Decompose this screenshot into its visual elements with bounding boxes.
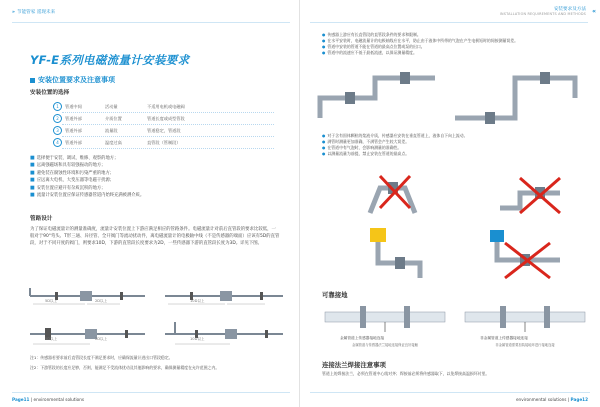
footer-divider: [310, 392, 590, 393]
number-badge: 2: [53, 114, 62, 123]
bullet-icon: ●: [322, 32, 326, 37]
fig-label: 2D以上: [95, 299, 108, 303]
selection-cell: 管道外部: [65, 115, 82, 121]
selection-cell: 直管段（管制段）: [147, 139, 181, 145]
header-title-cn: 安装要求及方法: [553, 7, 586, 12]
right-page: [300, 0, 600, 407]
bullet-item: [30, 170, 280, 177]
footer-page-label: Page: [12, 397, 24, 402]
weld-heading: 连接法兰焊接注意事项: [322, 361, 386, 369]
bullet-item: [30, 185, 280, 192]
section-heading: [30, 75, 115, 85]
right-header: [499, 6, 596, 16]
selection-cell: 管道外部: [65, 127, 82, 133]
selection-row: [56, 101, 274, 113]
pipe-diagram-a: [320, 72, 435, 118]
bullet-item: [30, 177, 280, 184]
bullet-icon: ●: [322, 44, 326, 50]
bullet-icon: ●: [322, 145, 326, 151]
ground-caption-1: 金属管道上传感器接地连接: [340, 336, 385, 340]
bullet-item: [30, 155, 280, 162]
weld-text: 管道上的焊接法兰，必须在管道中心线对齐；焊接前必须将传感器取下，以免焊接高温损坏衬里。: [322, 371, 490, 376]
bullet-text: 安装位置应避开有杂质沉积的地方；: [36, 185, 106, 191]
selection-cell: 流量段: [105, 127, 118, 133]
number-badge: 3: [53, 126, 62, 135]
mid-text-list: [322, 133, 592, 157]
selection-cell: 不适用电机或电磁阀: [147, 103, 185, 109]
top-text-list: [322, 32, 592, 56]
text-item-content: 管道中的流速应不低于最低流速，以保证测量精度。: [327, 50, 417, 56]
grounding-heading: 可靠接地: [322, 291, 348, 299]
right-footer: environmental solutions | Page12: [515, 397, 588, 402]
note-1: 注1：传感器若要求前后直管段长度不满足要求时，应确保流量计进出口管段稳定。: [30, 355, 173, 360]
text-item-content: 传感器上游应有长直管段的直管段条件的要求和限制。: [327, 32, 421, 37]
ground-caption-2: 非金属管道上传感器接地连接: [480, 336, 528, 340]
header-divider: [12, 22, 290, 23]
bullet-icon: ■: [30, 177, 35, 184]
number-badge: 4: [53, 138, 62, 147]
selection-subtitle: 安装位置的选择: [30, 90, 70, 96]
bullet-icon: ●: [322, 151, 326, 157]
bullet-text: 应远离大电机、大变压器等电磁干扰源；: [36, 178, 115, 184]
text-item-content: 在管道中有气泡时，会影响测量的准确性。: [327, 145, 402, 151]
selection-cell: 管道中间: [65, 103, 82, 109]
fig-label: 2D以上: [95, 337, 108, 341]
metal-pipe-grounding: [325, 306, 445, 332]
fig-label: 5D以上: [45, 299, 58, 303]
footer-page-number: 12: [582, 397, 588, 402]
chevron-icon: »: [12, 10, 15, 15]
text-item-content: 管道中安装的管道不能在管道的最高点位置或泵的出口。: [327, 44, 425, 50]
header-divider: [310, 22, 588, 23]
left-header: [12, 9, 55, 15]
bullet-text: 避免装在腐蚀性环境和污染严重的地方；: [36, 170, 115, 176]
bullet-item: [30, 162, 280, 169]
breadcrumb: 节能管家 遥现未来: [16, 10, 56, 15]
text-item-content: 以测量流量为前提，禁止安装在管道的最高点。: [327, 151, 410, 157]
grounding-diagrams: [320, 302, 590, 334]
note-2: 注2：下游管段的长度应足够，否则，能满足不受流体扰动及其他影响的要求，确保测量精度在允许范围之内。: [30, 365, 220, 370]
pipe-diagram-bad-1: [370, 182, 415, 213]
pipe-diagram-2: [165, 291, 283, 304]
ground-desc-2: 非金属管道需要加装接地环进行接地连接: [495, 343, 555, 347]
chevron-icon: «: [592, 8, 596, 15]
text-item-content: 对于含有固体颗粒的浆液介质，传感器应安装在垂直管道上，液体自下向上流动。: [327, 133, 468, 138]
pipe-design-subtitle: 管路设计: [30, 216, 53, 222]
selection-table: [56, 101, 274, 149]
fig-label: 5D以上: [45, 337, 58, 341]
selection-cell: 管道外部: [65, 139, 82, 145]
text-item-content: 满管时测量更加准确，不满管会产生较大误差。: [327, 139, 410, 145]
text-item: [322, 50, 592, 56]
pipe-diagram-b: [455, 72, 575, 124]
footer-divider: [12, 392, 290, 393]
bullet-text: 选择便于安装、调试、维修、观察的地方；: [36, 156, 119, 161]
bullet-icon: ■: [30, 192, 35, 199]
bullet-item: [30, 192, 280, 199]
fig-label: 10D以上: [190, 299, 205, 303]
page-title: YF-E系列电磁流量计安装要求: [30, 53, 190, 67]
ground-desc-1: 金属管道与传感器法兰接地连接保证良好接触: [352, 343, 418, 347]
bullet-icon: ●: [322, 139, 326, 145]
bullet-icon: ■: [30, 169, 35, 176]
selection-cell: 管道长度或成型管段: [147, 115, 185, 121]
footer-page-label: Page: [570, 397, 583, 402]
selection-row: [56, 125, 274, 137]
selection-cell: 温度过高: [105, 139, 122, 145]
incorrect-install-diagrams: [360, 168, 580, 288]
bullet-icon: ●: [322, 50, 326, 56]
bullet-icon: ●: [322, 38, 326, 44]
footer-page-number: 11: [23, 397, 30, 402]
section-heading-text: 安装位置要求及注意事项: [38, 76, 115, 84]
selection-row: [56, 137, 274, 149]
header-title-en: INSTALLATION REQUIREMENTS AND METHODS: [499, 12, 586, 16]
bullet-list: [30, 155, 280, 199]
fig-label: 10D以上: [190, 337, 205, 341]
square-bullet-icon: [30, 78, 35, 83]
selection-cell: 活动量: [105, 103, 118, 109]
number-badge: 1: [53, 102, 62, 111]
bullet-text: 流量计安装位置应保证传感器管道内始终充满被测介质。: [36, 193, 145, 199]
horizontal-install-diagrams: [315, 58, 595, 134]
bullet-icon: ■: [30, 155, 35, 161]
text-item-content: 在水平安装时，电磁流量计的电极轴线应在水平，防止由于液体中所带的气泡在产生电极短时的间接测量误差。: [327, 38, 519, 44]
footer-company: environmental solutions: [515, 397, 567, 402]
pipe-diagrams: [25, 282, 290, 352]
selection-cell: 介质位置: [105, 115, 122, 121]
bullet-icon: ■: [30, 184, 35, 191]
text-item: [322, 151, 592, 157]
footer-company: environmental solutions: [33, 397, 85, 402]
selection-cell: 管道稳定，管道段: [147, 127, 181, 133]
pipe-diagram-4: [165, 322, 283, 344]
left-footer: Page11 | environmental solutions: [12, 397, 85, 402]
nonmetal-pipe-grounding: [465, 306, 585, 332]
tank-diagram-good: [370, 228, 420, 278]
bullet-icon: ■: [30, 162, 35, 169]
pipe-paragraph: 为了保证电磁流量计的测量准确度，流量计安装位置上下游应满足相应的管路条件。电磁流量计对前后直管段的要求比较低，一般对于90°弯头、T形三通、异径管、全开阀门等流动扰动件，离电磁流量计的电极轴中线（不是传感器的端面）应该有5D的直管段，对于不同开度的阀门，则要求10D，下游的直管段长度要求为2D，一些传感器下游的直管段长度为3D。详见下图。: [30, 227, 280, 246]
selection-row: [56, 113, 274, 125]
bullet-icon: ●: [322, 133, 326, 138]
bullet-text: 远离强磁场和具有较强振动的地方；: [36, 163, 106, 169]
